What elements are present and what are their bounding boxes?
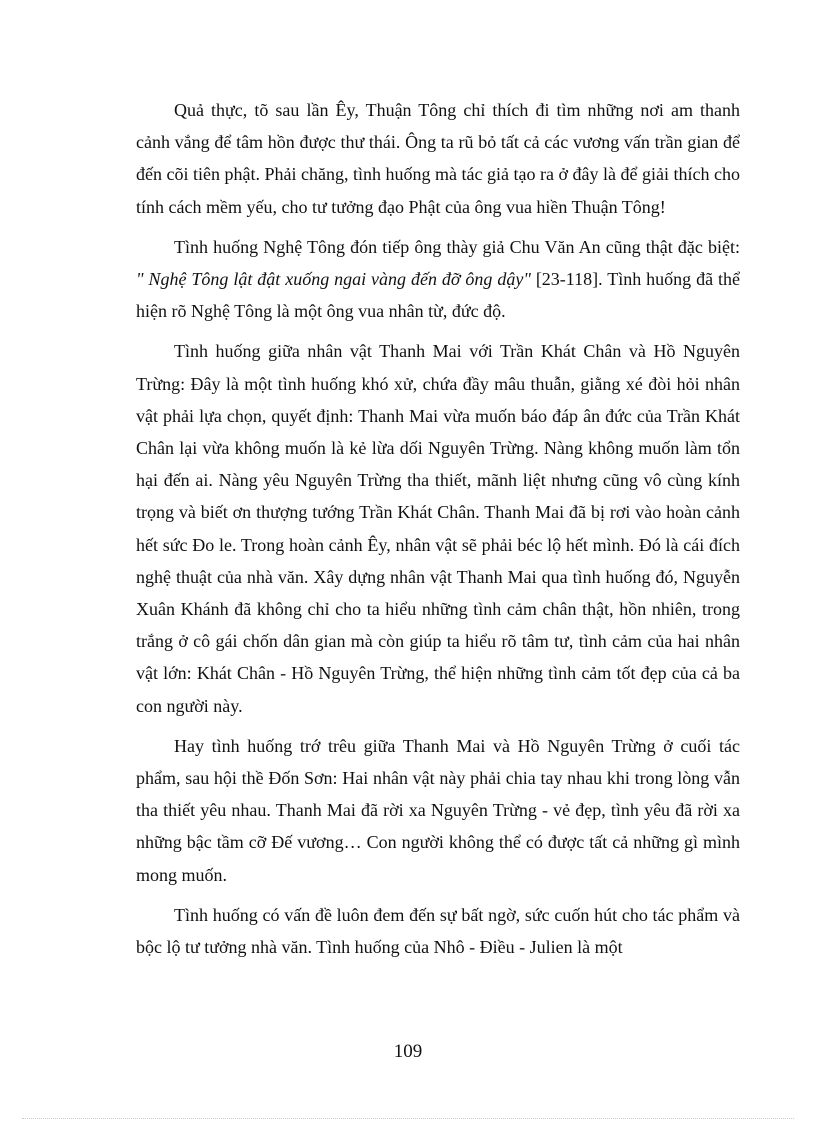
- paragraph-2-text-before: Tình huống Nghệ Tông đón tiếp ông thày giả Chu Văn An cũng thật đặc biệt:: [174, 236, 740, 257]
- footer-divider: [22, 1118, 794, 1119]
- paragraph-4: Hay tình huống trớ trêu giữa Thanh Mai và Hồ Nguyên Trừng ở cuối tác phẩm, sau hội thề Đốn Sơn: Hai nhân vật này phải chia tay nhau khi trong lòng vẫn tha thiết yêu nhau. Thanh Mai đã rời xa Nguyên Trừng - vẻ đẹp, tình yêu đã rời xa những bậc tầm cỡ Đế vương… Con người không thể có được tất cả những gì mình mong muốn.: [136, 735, 740, 885]
- body-text: [136, 94, 740, 971]
- paragraph-2: [136, 231, 740, 328]
- paragraph-2-text-after: [23-118]. Tình huống đã thể hiện rõ Nghệ Tông là một ông vua nhân từ, đức độ.: [136, 269, 740, 322]
- paragraph-5: Tình huống có vấn đề luôn đem đến sự bất ngờ, sức cuốn hút cho tác phẩm và bộc lộ tư tưởng nhà văn. Tình huống của Nhô - Điều - Julien là một: [136, 904, 740, 958]
- paragraph-3: Tình huống giữa nhân vật Thanh Mai với Trần Khát Chân và Hồ Nguyên Trừng: Đây là một tình huống khó xử, chứa đầy mâu thuẫn, giằng xé đòi hỏi nhân vật phải lựa chọn, quyết định: Thanh Mai vừa muốn báo đáp ân đức của Trần Khát Chân lại vừa không muốn là kẻ lừa dối Nguyên Trừng. Nàng không muốn làm tổn hại đến ai. Nàng yêu Nguyên Trừng tha thiết, mãnh liệt nhưng cũng vô cùng kính trọng và biết ơn thượng tướng Trần Khát Chân. Thanh Mai đã bị rơi vào hoàn cảnh hết sức Đo le. Trong hoàn cảnh Êy, nhân vật sẽ phải béc lộ hết mình. Đó là cái đích nghệ thuật của nhà văn. Xây dựng nhân vật Thanh Mai qua tình huống đó, Nguyễn Xuân Khánh đã không chỉ cho ta hiểu những tình cảm chân thật, hồn nhiên, trong trắng ở cô gái chốn dân gian mà còn giúp ta hiểu rõ tâm tư, tình cảm của hai nhân vật lớn: Khát Chân - Hồ Nguyên Trừng, thể hiện những tình cảm tốt đẹp của cả ba con người này.: [136, 341, 740, 716]
- paragraph-2-quote: " Nghệ Tông lật đật xuống ngai vàng đến đỡ ông dậy": [136, 269, 531, 290]
- paragraph-1: Quả thực, tõ sau lần Êy, Thuận Tông chỉ thích đi tìm những nơi am thanh cảnh vắng để tâm hồn được thư thái. Ông ta rũ bỏ tất cả các vương vấn trần gian để đến cõi tiên phật. Phải chăng, tình huống mà tác giả tạo ra ở đây là để giải thích cho tính cách mềm yếu, cho tư tưởng đạo Phật của ông vua hiền Thuận Tông!: [136, 100, 740, 217]
- page-number: 109: [393, 1041, 423, 1062]
